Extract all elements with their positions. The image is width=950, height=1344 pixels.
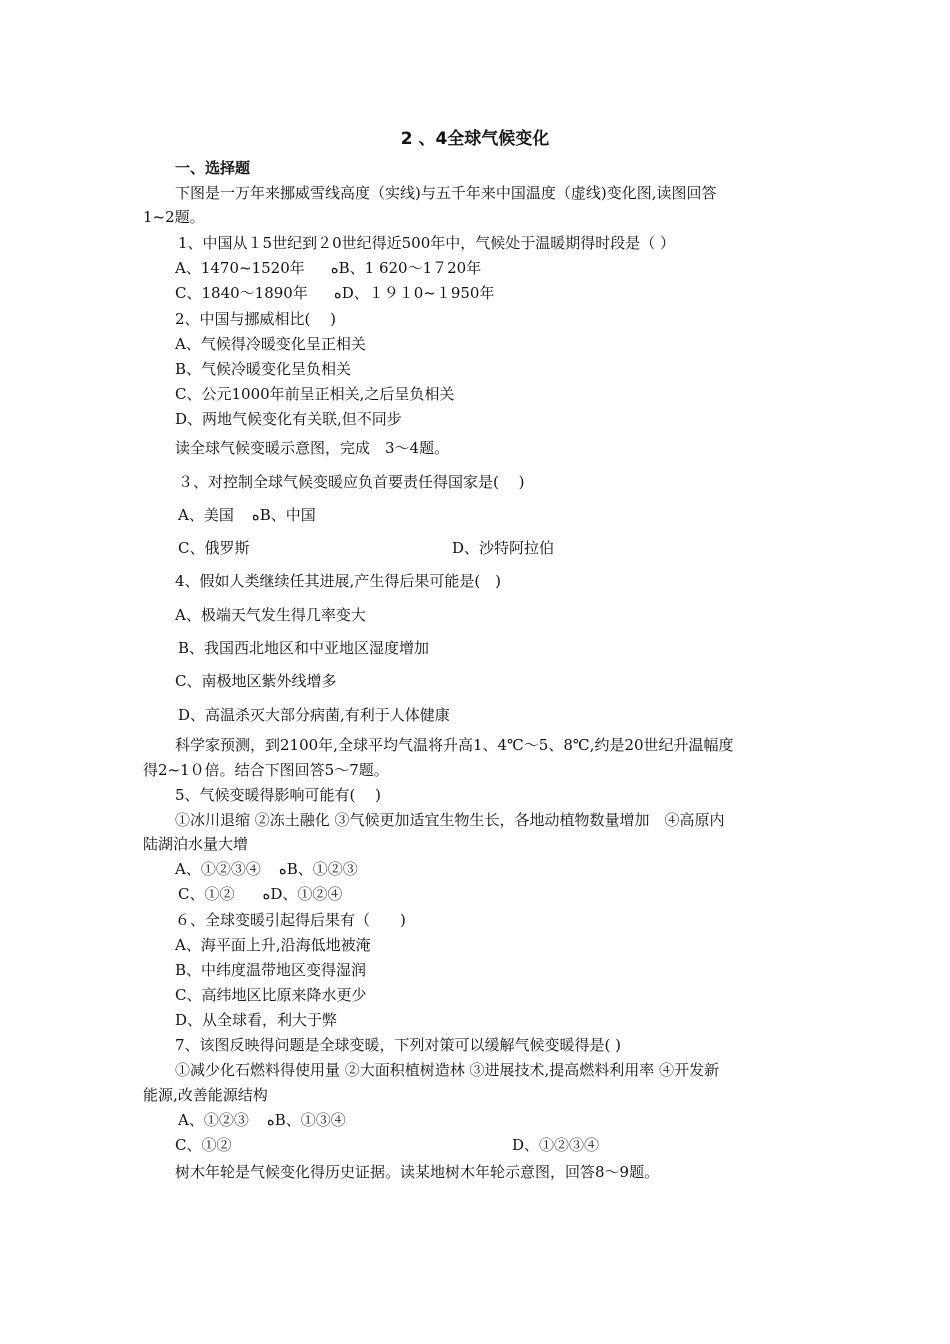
option-a: A、美国 (178, 506, 234, 524)
option-a: A、①②③ (178, 1111, 249, 1129)
question-stem: ６、全球变暖引起得后果有（ ) (175, 911, 406, 929)
option-c: C、高纬地区比原来降水更少 (175, 986, 367, 1004)
intro-text: 树木年轮是气候变化得历史证据。读某地树木年轮示意图，回答8～9题。 (175, 1163, 660, 1181)
option-d: D、沙特阿拉伯 (452, 539, 555, 557)
option-b: B、中纬度温带地区变得湿润 (175, 961, 367, 979)
answer-option (175, 283, 494, 303)
question-stem: 5、气候变暖得影响可能有( ) (175, 786, 382, 804)
question-stem: 2、中国与挪威相比( ) (175, 310, 337, 328)
option-d: D、从全球看，利大于弊 (175, 1011, 338, 1029)
option-d: ﻩD、１９１0~１950年 (333, 284, 495, 302)
option-a: A、海平面上升,沿海低地被淹 (175, 936, 371, 954)
answer-option (175, 859, 358, 879)
intro-text: 读全球气候变暖示意图，完成 3～4题。 (175, 439, 450, 457)
section-heading: 一、选择题 (175, 159, 251, 177)
option-a: A、气候得冷暖变化呈正相关 (175, 335, 366, 353)
statement-list: ①冰川退缩 ②冻土融化 ③气候更加适宜生物生长，各地动植物数量增加 ④高原内 (175, 811, 725, 829)
page-title: 2 、4全球气候变化 (400, 129, 550, 149)
answer-option (178, 505, 316, 525)
question-stem: 1、中国从１5世纪到２0世纪得近500年中，气候处于温暖期得时段是（ ） (178, 234, 676, 252)
option-b: ﻩB、中国 (251, 506, 316, 524)
intro-text: 科学家预测，到2100年,全球平均气温将升高1、4℃～5、8℃,约是20世纪升温幅度 (175, 736, 734, 754)
intro-text: 1~2题。 (143, 208, 205, 226)
option-c: C、①② (175, 1136, 232, 1154)
intro-text: 得2~1０倍。结合下图回答5～7题。 (143, 761, 389, 779)
option-b: ﻩB、1 620～1７20年 (330, 259, 482, 277)
option-d: D、①②③④ (512, 1136, 600, 1154)
option-a: A、极端天气发生得几率变大 (175, 606, 366, 624)
option-d: ﻩD、①②④ (262, 885, 343, 903)
question-stem: 4、假如人类继续任其进展,产生得后果可能是( ) (175, 572, 502, 590)
question-stem: 7、该图反映得问题是全球变暖，下列对策可以缓解气候变暖得是( ) (175, 1036, 622, 1054)
option-c: C、俄罗斯 (178, 539, 250, 557)
statement-list: ①减少化石燃料得使用量 ②大面积植树造林 ③进展技术,提高燃料利用率 ④开发新 (175, 1061, 720, 1079)
statement-list: 陆湖泊水量大增 (143, 835, 249, 853)
option-a: A、1470~1520年 (175, 259, 305, 277)
answer-option (178, 884, 342, 904)
option-d: D、两地气候变化有关联,但不同步 (175, 410, 402, 428)
statement-list: 能源,改善能源结构 (143, 1086, 268, 1104)
option-c: C、公元1000年前呈正相关,之后呈负相关 (175, 385, 455, 403)
option-c: C、①② (178, 885, 235, 903)
option-b: B、气候冷暖变化呈负相关 (175, 360, 352, 378)
option-a: A、①②③④ (175, 860, 261, 878)
option-c: C、南极地区紫外线增多 (175, 672, 337, 690)
option-b: ﻩB、①③④ (266, 1111, 346, 1129)
question-stem: ３、对控制全球气候变暖应负首要责任得国家是( ) (178, 473, 525, 491)
answer-option (178, 1110, 346, 1130)
intro-text: 下图是一万年来挪威雪线高度（实线)与五千年来中国温度（虚线)变化图,读图回答 (175, 184, 717, 202)
answer-option (175, 258, 481, 278)
option-b: ﻩB、①②③ (278, 860, 358, 878)
option-d: D、高温杀灭大部分病菌,有利于人体健康 (178, 706, 450, 724)
option-c: C、1840～1890年 (175, 284, 308, 302)
option-b: B、我国西北地区和中亚地区湿度增加 (178, 639, 430, 657)
